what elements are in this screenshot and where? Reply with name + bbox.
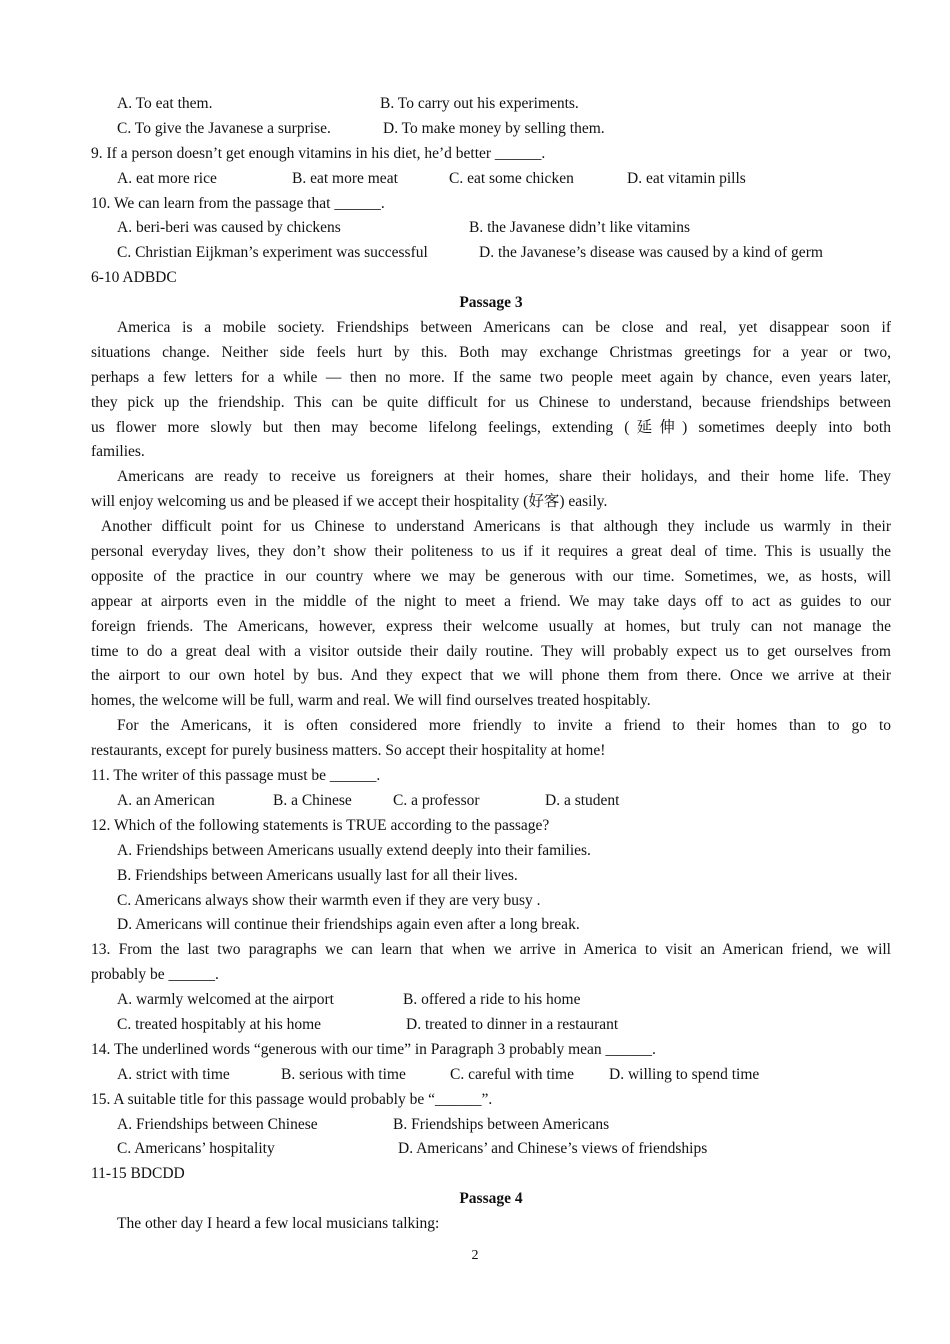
q13-option-d: D. treated to dinner in a restaurant: [406, 1015, 619, 1033]
q13-option-c: C. treated hospitably at his home: [117, 1015, 322, 1033]
q10-options-row-2: [91, 241, 891, 266]
p3-para3-line-4: appear at airports even in the middle of the night to meet a friend. We may take days off to act as guides to our: [91, 592, 891, 610]
q8-option-a: A. To eat them.: [117, 95, 213, 112]
q11-option-b: B. a Chinese: [273, 791, 352, 809]
answer-key-6-10: 6-10 ADBDC: [91, 269, 177, 287]
q10-stem: 10. We can learn from the passage that ______.: [91, 194, 385, 212]
q10-options-row-1: [91, 216, 891, 241]
document-page: [91, 92, 891, 1237]
p3-para4-line-2: restaurants, except for purely business matters. So accept their hospitality at home!: [91, 742, 606, 760]
q8-options-row-1: [91, 92, 891, 117]
p3-para3-line-1: Another difficult point for us Chinese to understand Americans is that although they include us warmly in their: [101, 518, 891, 536]
q8-option-d: D. To make money by selling them.: [383, 119, 605, 137]
passage-3-title: Passage 3: [459, 294, 523, 312]
q9-option-b: B. eat more meat: [292, 169, 398, 187]
p3-para3-line-6: time to do a great deal with a visitor outside their daily routine. They will probably expect us to get ourselves from: [91, 642, 891, 660]
q13-stem-line-2: probably be ______.: [91, 966, 219, 984]
q9-option-c: C. eat some chicken: [449, 169, 574, 187]
q14-option-c: C. careful with time: [450, 1065, 574, 1083]
q12-option-a: A. Friendships between Americans usually extend deeply into their families.: [117, 841, 591, 859]
p3-para2-line-1: Americans are ready to receive us foreigners at their homes, share their holidays, and their home life. They: [117, 468, 891, 486]
q11-option-c: C. a professor: [393, 791, 480, 809]
q11-stem: 11. The writer of this passage must be ______.: [91, 767, 381, 785]
q10-option-a: A. beri-beri was caused by chickens: [117, 219, 341, 237]
p3-para3-line-8: homes, the welcome will be full, warm and real. We will find ourselves treated hospitably.: [91, 692, 651, 710]
p3-para3-line-5: foreign friends. The Americans, however, express their welcome usually at homes, but truly can not manage the: [91, 617, 891, 635]
p3-para1-line-4: they pick up the friendship. This can be quite difficult for us Chinese to understand, because friendships between: [91, 393, 891, 411]
q13-stem-line-1: 13. From the last two paragraphs we can learn that when we arrive in America to visit an American friend, we will: [91, 941, 891, 959]
q10-option-d: D. the Javanese’s disease was caused by a kind of germ: [479, 244, 823, 262]
p3-para3-line-7: the airport to our own hotel by bus. And they expect that we will phone them from there. Once we arrive at their: [91, 667, 891, 685]
q11-option-d: D. a student: [545, 791, 620, 809]
p4-first-line: The other day I heard a few local musicians talking:: [117, 1215, 440, 1233]
q9-option-a: A. eat more rice: [117, 169, 217, 187]
p3-para1-line-1: America is a mobile society. Friendships between Americans can be close and real, yet disappear soon if: [117, 319, 891, 337]
q10-option-b: B. the Javanese didn’t like vitamins: [469, 219, 690, 237]
q9-stem: 9. If a person doesn’t get enough vitamins in his diet, he’d better ______.: [91, 144, 546, 162]
q13-options-row-1: [91, 988, 891, 1013]
q14-option-b: B. serious with time: [281, 1065, 406, 1083]
q11-option-a: A. an American: [117, 791, 215, 809]
q10-option-c: C. Christian Eijkman’s experiment was successful: [117, 244, 428, 262]
passage-4-title: Passage 4: [459, 1190, 523, 1208]
q15-option-a: A. Friendships between Chinese: [117, 1115, 318, 1133]
q12-stem: 12. Which of the following statements is TRUE according to the passage?: [91, 816, 550, 834]
q13-option-a: A. warmly welcomed at the airport: [117, 991, 334, 1009]
q15-option-d: D. Americans’ and Chinese’s views of friendships: [398, 1140, 708, 1158]
q12-option-d: D. Americans will continue their friendships again even after a long break.: [117, 916, 580, 934]
q15-options-row-2: [91, 1137, 891, 1162]
answer-key-11-15: 11-15 BDCDD: [91, 1165, 185, 1183]
q13-option-b: B. offered a ride to his home: [403, 991, 581, 1009]
q14-stem: 14. The underlined words “generous with our time” in Paragraph 3 probably mean ______.: [91, 1040, 656, 1058]
q15-option-b: B. Friendships between Americans: [393, 1115, 610, 1133]
q8-options-row-2: [91, 117, 891, 142]
q12-option-b: B. Friendships between Americans usually last for all their lives.: [117, 866, 518, 884]
page-number: 2: [471, 1248, 479, 1263]
q15-option-c: C. Americans’ hospitality: [117, 1140, 275, 1158]
q14-options: [91, 1063, 891, 1088]
p3-para1-line-3: perhaps a few letters for a while — then no more. If the same two people meet again by chance, even years later,: [91, 368, 891, 386]
q8-option-b: B. To carry out his experiments.: [380, 95, 579, 112]
p3-para3-line-3: opposite of the practice in our country where we may be generous with our time. Sometimes, we, as hosts, will: [91, 567, 891, 585]
p3-para3-line-2: personal everyday lives, they don’t show their politeness to us if it requires a great deal of time. This is usually the: [91, 543, 891, 561]
q9-options: [91, 167, 891, 192]
p3-para1-line-5: us flower more slowly but then may become lifelong feelings, extending (延伸) sometimes deeply into both: [91, 418, 891, 436]
q9-option-d: D. eat vitamin pills: [627, 169, 746, 187]
q11-options: [91, 789, 891, 814]
q15-options-row-1: [91, 1113, 891, 1138]
q15-stem: 15. A suitable title for this passage would probably be “______”.: [91, 1090, 493, 1108]
q13-options-row-2: [91, 1013, 891, 1038]
q12-option-c: C. Americans always show their warmth even if they are very busy .: [117, 891, 541, 909]
q14-option-d: D. willing to spend time: [609, 1065, 760, 1083]
q8-option-c: C. To give the Javanese a surprise.: [117, 119, 331, 137]
p3-para2-line-2: will enjoy welcoming us and be pleased if we accept their hospitality (好客) easily.: [91, 493, 608, 511]
p3-para4-line-1: For the Americans, it is often considered more friendly to invite a friend to their homes than to go to: [117, 717, 891, 735]
p3-para1-line-2: situations change. Neither side feels hurt by this. Both may exchange Christmas greetings for a year or two,: [91, 343, 891, 361]
q14-option-a: A. strict with time: [117, 1065, 230, 1083]
p3-para1-line-6: families.: [91, 443, 145, 461]
